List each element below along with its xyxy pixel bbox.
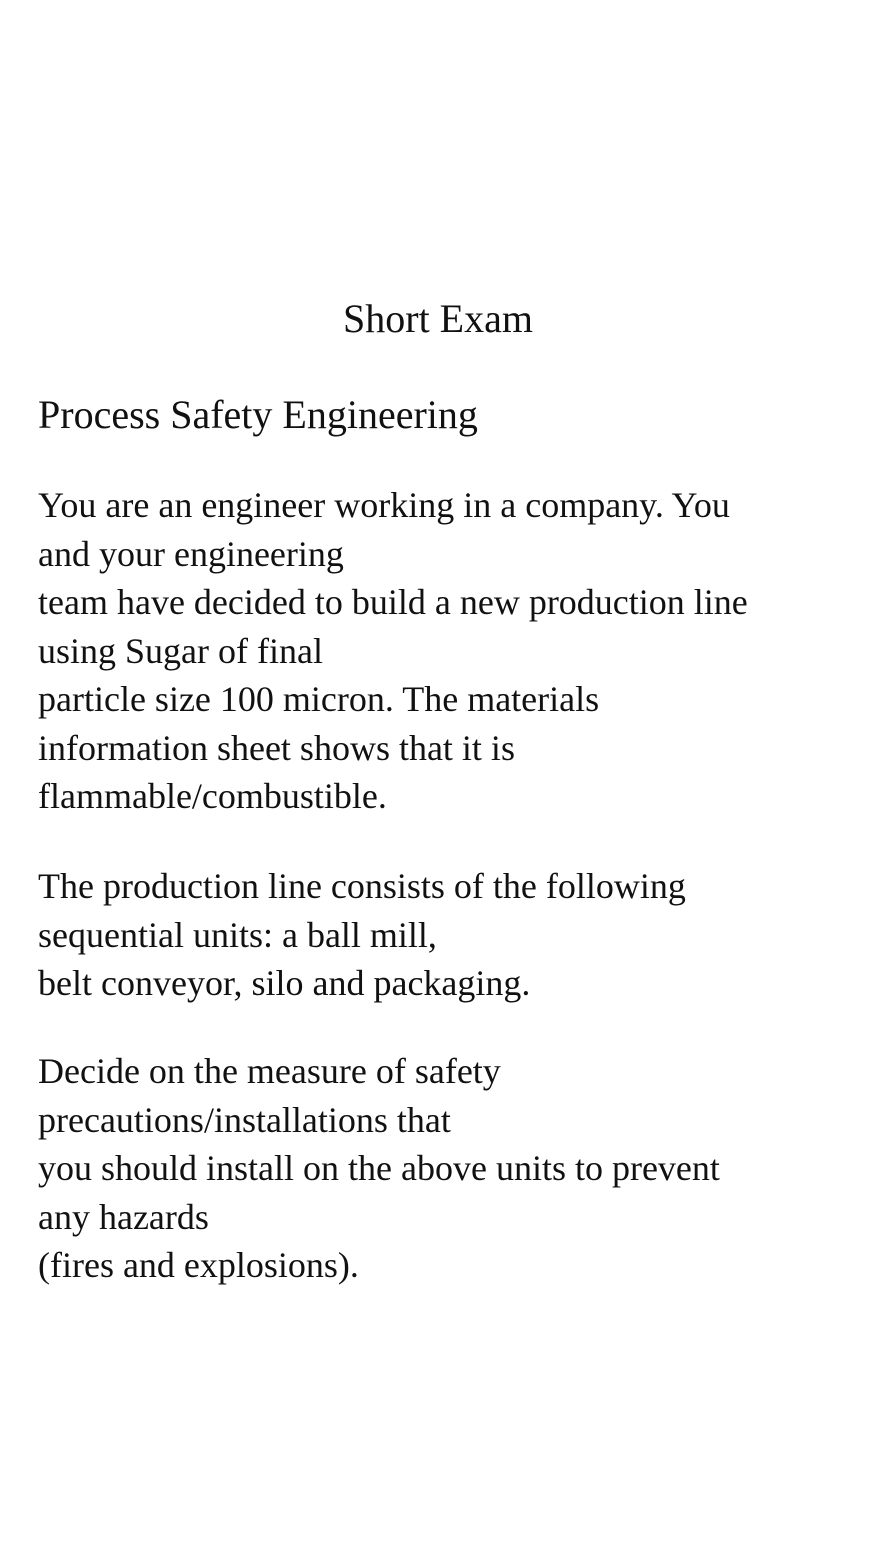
- scenario-paragraph: [38, 481, 858, 821]
- paragraph-line: team have decided to build a new production line: [38, 582, 748, 622]
- paragraph-line: The production line consists of the following: [38, 866, 686, 906]
- paragraph-line: (fires and explosions).: [38, 1245, 359, 1285]
- paragraph-line: and your engineering: [38, 533, 344, 574]
- question-paragraph: [38, 1047, 858, 1290]
- paragraph-line: precautions/installations that: [38, 1099, 451, 1140]
- paragraph-line: using Sugar of final: [38, 630, 323, 671]
- production-line-paragraph: [38, 862, 858, 1008]
- paragraph-line: belt conveyor, silo and packaging.: [38, 963, 531, 1003]
- paragraph-line: you should install on the above units to prevent: [38, 1148, 720, 1188]
- paragraph-line: You are an engineer working in a company. You: [38, 485, 730, 525]
- paragraph-line: information sheet shows that it is: [38, 727, 515, 768]
- document-title: Short Exam: [343, 296, 533, 341]
- paragraph-line: Decide on the measure of safety: [38, 1051, 501, 1091]
- paragraph-line: sequential units: a ball mill,: [38, 914, 437, 955]
- paragraph-line: flammable/combustible.: [38, 776, 387, 816]
- paragraph-line: particle size 100 micron. The materials: [38, 679, 600, 719]
- document-subtitle: Process Safety Engineering: [38, 392, 478, 437]
- paragraph-line: any hazards: [38, 1196, 209, 1237]
